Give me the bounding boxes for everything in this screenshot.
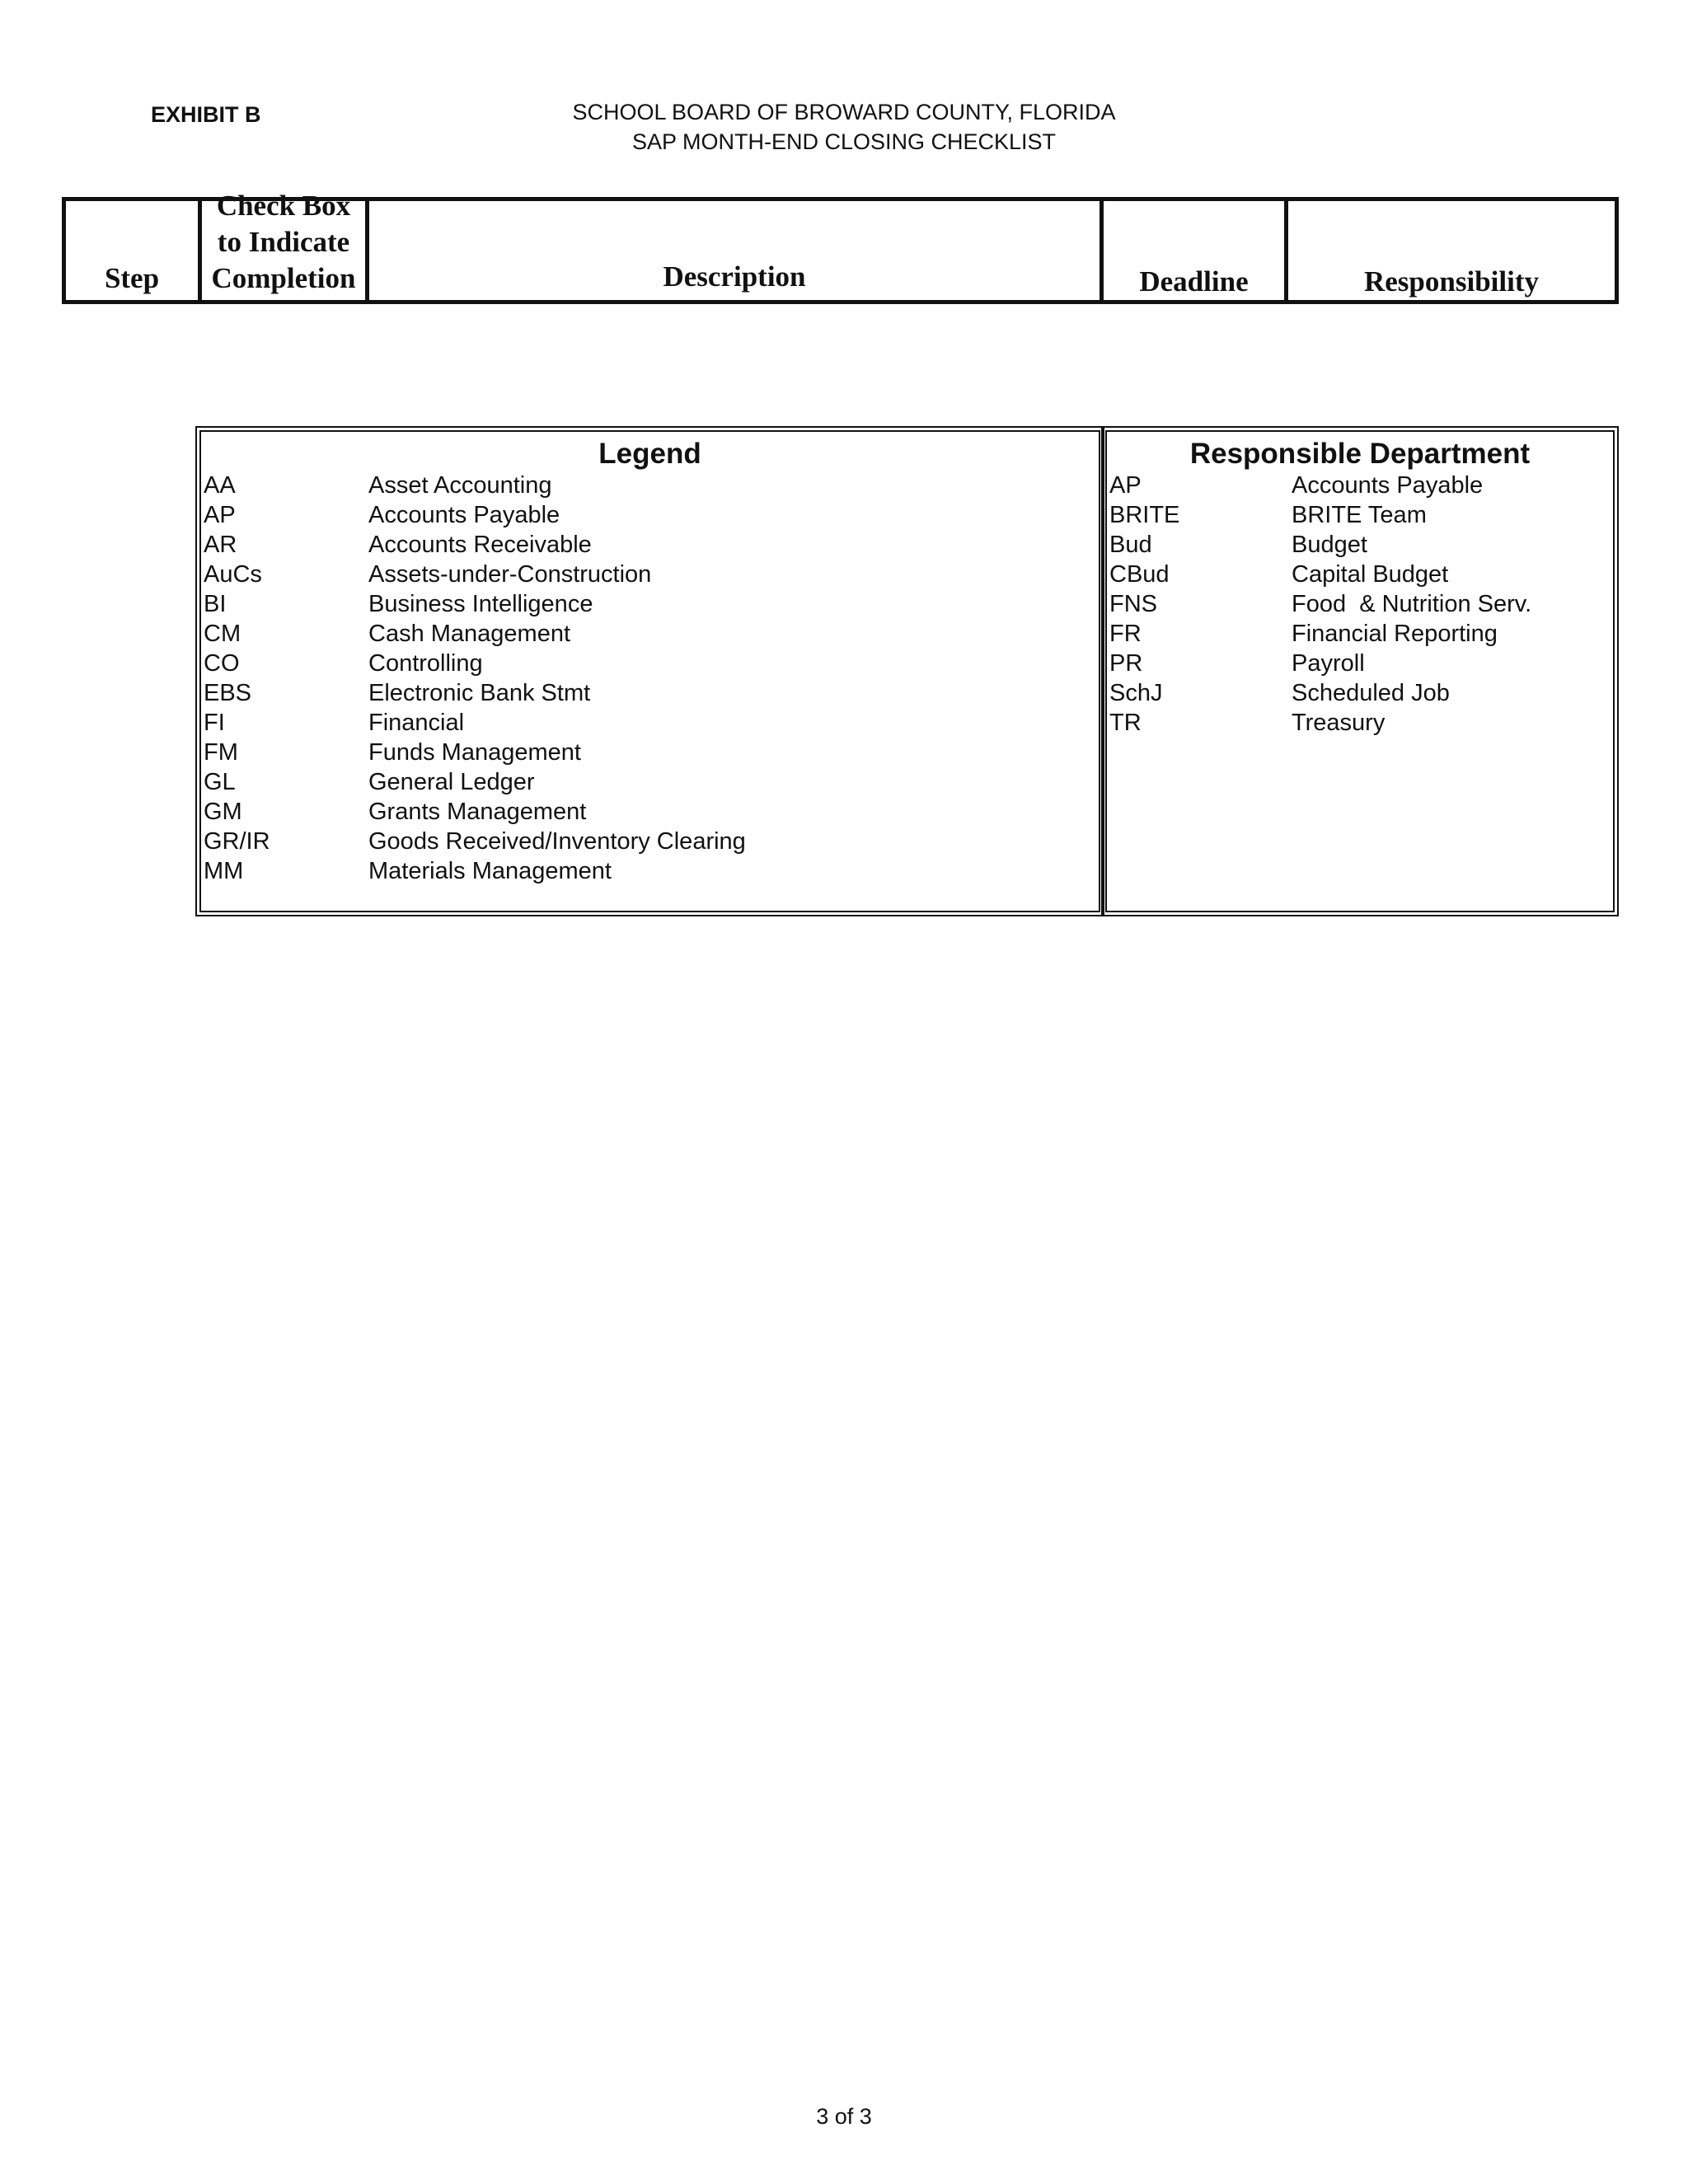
header-responsibility-label: Responsibility xyxy=(1364,265,1539,298)
department-code: TR xyxy=(1109,710,1142,736)
list-item xyxy=(1107,471,1613,500)
department-box xyxy=(1101,426,1619,916)
list-item xyxy=(201,856,1099,886)
department-meaning: BRITE Team xyxy=(1292,502,1427,528)
list-item xyxy=(201,560,1099,589)
department-code: AP xyxy=(1109,472,1142,499)
header-check-line2: to Indicate xyxy=(217,226,350,258)
department-meaning: Capital Budget xyxy=(1292,561,1449,588)
department-meaning: Treasury xyxy=(1292,710,1386,736)
legend-code: EBS xyxy=(204,680,252,706)
legend-code: CO xyxy=(204,650,240,677)
legend-code: AuCs xyxy=(204,561,262,588)
list-item xyxy=(201,649,1099,678)
list-item xyxy=(1107,560,1613,589)
list-item xyxy=(1107,589,1613,619)
list-item xyxy=(201,471,1099,500)
list-item xyxy=(1107,530,1613,560)
header-check-line1: Check Box xyxy=(216,190,351,222)
header-step-label: Step xyxy=(104,262,160,294)
legend-code: FM xyxy=(204,739,238,766)
department-code: BRITE xyxy=(1109,502,1180,528)
legend-code: FI xyxy=(204,710,225,736)
header-responsibility xyxy=(1288,201,1615,300)
org-title: SCHOOL BOARD OF BROWARD COUNTY, FLORIDA xyxy=(572,100,1116,124)
legend-meaning: Goods Received/Inventory Clearing xyxy=(368,828,746,855)
header-check-line3: Completion xyxy=(211,262,356,294)
list-item xyxy=(201,678,1099,708)
legend-code: AR xyxy=(204,532,237,558)
legend-meaning: General Ledger xyxy=(368,769,535,795)
header-description-label: Description xyxy=(663,260,806,293)
page-number: 3 of 3 xyxy=(816,2104,872,2129)
department-meaning: Budget xyxy=(1292,532,1367,558)
department-code: SchJ xyxy=(1109,680,1163,706)
list-item xyxy=(201,767,1099,797)
legend-title: Legend xyxy=(598,438,701,470)
list-item xyxy=(1107,619,1613,649)
list-item xyxy=(1107,649,1613,678)
department-code: FNS xyxy=(1109,591,1157,617)
document-title: SAP MONTH-END CLOSING CHECKLIST xyxy=(631,129,1057,154)
department-code: FR xyxy=(1109,621,1142,647)
department-meaning: Food & Nutrition Serv. xyxy=(1292,591,1532,617)
legend-meaning: Funds Management xyxy=(368,739,581,766)
header-check-label xyxy=(212,188,356,297)
header-check-box xyxy=(202,190,369,300)
legend-code: CM xyxy=(204,621,241,647)
legend-code: AA xyxy=(204,472,236,499)
list-item xyxy=(201,589,1099,619)
legend-meaning: Controlling xyxy=(368,650,483,677)
list-item xyxy=(201,738,1099,767)
list-item xyxy=(201,619,1099,649)
list-item xyxy=(1107,500,1613,530)
department-title: Responsible Department xyxy=(1189,438,1531,470)
list-item xyxy=(201,500,1099,530)
legend-meaning: Business Intelligence xyxy=(368,591,593,617)
legend-meaning: Grants Management xyxy=(368,799,587,825)
list-item xyxy=(201,827,1099,856)
legend-meaning: Materials Management xyxy=(368,858,612,884)
list-item xyxy=(201,530,1099,560)
legend-code: AP xyxy=(204,502,236,528)
department-code: CBud xyxy=(1109,561,1170,588)
department-meaning: Financial Reporting xyxy=(1292,621,1498,647)
legend-meaning: Electronic Bank Stmt xyxy=(368,680,591,706)
legend-code: GR/IR xyxy=(204,828,270,855)
department-meaning: Scheduled Job xyxy=(1292,680,1450,706)
header-deadline-label: Deadline xyxy=(1139,265,1249,298)
list-item xyxy=(1107,708,1613,738)
list-item xyxy=(201,708,1099,738)
legend-code: MM xyxy=(204,858,244,884)
header-step xyxy=(66,201,202,300)
department-meaning: Payroll xyxy=(1292,650,1365,677)
legend-meaning: Asset Accounting xyxy=(368,472,552,499)
checklist-header-table xyxy=(62,190,1619,304)
legend-meaning: Accounts Payable xyxy=(368,502,560,528)
list-item xyxy=(1107,678,1613,708)
legend-code: GL xyxy=(204,769,236,795)
legend-box xyxy=(195,426,1104,916)
legend-code: GM xyxy=(204,799,242,825)
legend-meaning: Assets-under-Construction xyxy=(368,561,652,588)
legend-code: BI xyxy=(204,591,227,617)
header-deadline xyxy=(1104,201,1288,300)
department-meaning: Accounts Payable xyxy=(1292,472,1484,499)
header-description xyxy=(369,201,1104,300)
department-list xyxy=(1107,471,1613,738)
legend-meaning: Cash Management xyxy=(368,621,571,647)
exhibit-label: EXHIBIT B xyxy=(151,102,261,127)
legend-list xyxy=(201,471,1099,886)
department-code: PR xyxy=(1109,650,1143,677)
list-item xyxy=(201,797,1099,827)
department-code: Bud xyxy=(1109,532,1152,558)
legend-meaning: Accounts Receivable xyxy=(368,532,592,558)
legend-meaning: Financial xyxy=(368,710,465,736)
